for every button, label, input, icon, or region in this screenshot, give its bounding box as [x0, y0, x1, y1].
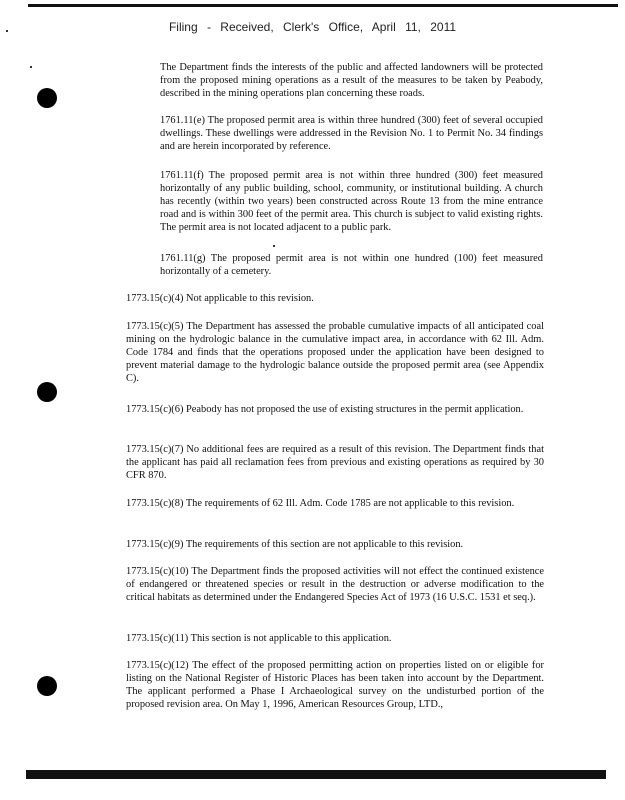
scan-top-border	[28, 4, 618, 7]
scan-speck	[6, 30, 8, 32]
paragraph-1773-15c7: 1773.15(c)(7) No additional fees are required as a result of this revision. The Department finds that the applicant has paid all reclamation fees from previous and existing operations as required by 30 CFR 870.	[126, 444, 544, 481]
paragraph-1773-15c10: 1773.15(c)(10) The Department finds the proposed activities will not effect the continued existence of endangered or threatened species or result in the destruction or adverse modification to the critical habitats as determined under the Endangered Species Act of 1973 (16 U.S.C. 1531 et seq.).	[126, 566, 544, 603]
scan-speck	[273, 245, 275, 247]
paragraph-1773-15c8: 1773.15(c)(8) The requirements of 62 Ill. Adm. Code 1785 are not applicable to this revision.	[126, 498, 515, 509]
paragraph-1773-15c4: 1773.15(c)(4) Not applicable to this revision.	[126, 293, 314, 304]
paragraph-road-protection: The Department finds the interests of the public and affected landowners will be protected from the proposed mining operations as a result of the measures to be taken by Peabody, described in the mining operations plan concerning these roads.	[160, 62, 543, 99]
paragraph-1773-15c11: 1773.15(c)(11) This section is not applicable to this application.	[126, 633, 392, 644]
scan-speck	[30, 66, 32, 68]
paragraph-1773-15c12: 1773.15(c)(12) The effect of the proposed permitting action on properties listed on or eligible for listing on the National Register of Historic Places has been taken into account by the Department. The applicant performed a Phase I Archaeological survey on the undisturbed portion of the proposed revision area. On May 1, 1996, American Resources Group, LTD.,	[126, 660, 544, 710]
paragraph-1773-15c6: 1773.15(c)(6) Peabody has not proposed the use of existing structures in the permit application.	[126, 404, 524, 415]
punch-hole-1	[37, 88, 57, 108]
scan-bottom-border	[26, 770, 606, 779]
paragraph-1761-11g: 1761.11(g) The proposed permit area is not within one hundred (100) feet measured horizontally of a cemetery.	[160, 253, 543, 277]
punch-hole-2	[37, 382, 57, 402]
paragraph-1761-11e: 1761.11(e) The proposed permit area is within three hundred (300) feet of several occupied dwellings. These dwellings were addressed in the Revision No. 1 to Permit No. 34 findings and are herein incorporated by reference.	[160, 115, 543, 152]
paragraph-1773-15c5: 1773.15(c)(5) The Department has assessed the probable cumulative impacts of all anticipated coal mining on the hydrologic balance in the cumulative impact area, in accordance with 62 Ill. Adm. Code 1784 and finds that the operations proposed under the application have been designed to prevent material damage to the hydrologic balance outside the proposed permit area (see Appendix C).	[126, 321, 544, 384]
filing-stamp: Filing - Received, Clerk's Office, April 11, 2011	[168, 20, 457, 34]
paragraph-1761-11f: 1761.11(f) The proposed permit area is not within three hundred (300) feet measured horizontally of any public building, school, community, or institutional building. A church has recently (within two years) been constructed across Route 13 from the mine entrance road and is within 300 feet of the permit area. This church is subject to valid existing rights. The permit area is not located adjacent to a public park.	[160, 170, 543, 233]
paragraph-1773-15c9: 1773.15(c)(9) The requirements of this section are not applicable to this revision.	[126, 539, 464, 550]
punch-hole-3	[37, 676, 57, 696]
